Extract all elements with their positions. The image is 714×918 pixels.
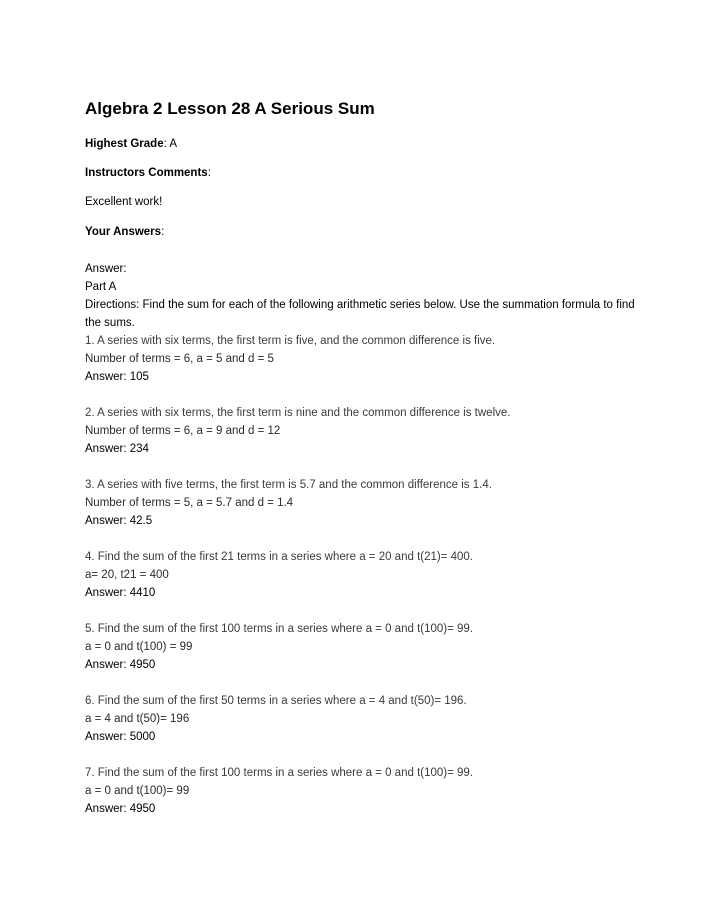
instructors-comments-separator: : bbox=[207, 167, 211, 179]
answers-body bbox=[85, 260, 640, 818]
problem-answer: Answer: 5000 bbox=[85, 731, 156, 743]
highest-grade-separator: : bbox=[163, 138, 170, 150]
problem-answer: Answer: 42.5 bbox=[85, 515, 153, 527]
problem-given: a = 0 and t(100) = 99 bbox=[85, 641, 193, 653]
problem-answer: Answer: 4950 bbox=[85, 803, 156, 815]
highest-grade-label: Highest Grade bbox=[85, 138, 164, 150]
problem-question: 5. Find the sum of the first 100 terms in a series where a = 0 and t(100)= 99. bbox=[85, 623, 474, 635]
problem-question: 6. Find the sum of the first 50 terms in a series where a = 4 and t(50)= 196. bbox=[85, 695, 467, 707]
problem-answer: Answer: 4950 bbox=[85, 659, 156, 671]
problem-given: Number of terms = 6, a = 5 and d = 5 bbox=[85, 353, 274, 365]
instructor-comment-text: Excellent work! bbox=[85, 196, 163, 208]
page-title: Algebra 2 Lesson 28 A Serious Sum bbox=[85, 99, 375, 118]
problem-answer: Answer: 105 bbox=[85, 371, 149, 383]
problem-question: 2. A series with six terms, the first term is nine and the common difference is twelve. bbox=[85, 407, 511, 419]
problem-item bbox=[85, 332, 640, 386]
problem-item bbox=[85, 764, 640, 818]
problem-question: 1. A series with six terms, the first term is five, and the common difference is five. bbox=[85, 335, 496, 347]
problem-given: a = 0 and t(100)= 99 bbox=[85, 785, 190, 797]
problem-question: 7. Find the sum of the first 100 terms in a series where a = 0 and t(100)= 99. bbox=[85, 767, 474, 779]
your-answers-separator: : bbox=[161, 226, 165, 238]
problem-item bbox=[85, 548, 640, 602]
problem-given: a= 20, t21 = 400 bbox=[85, 569, 169, 581]
highest-grade-field bbox=[85, 136, 640, 152]
instructors-comments-field bbox=[85, 165, 640, 181]
document-page bbox=[85, 96, 640, 818]
problem-item bbox=[85, 476, 640, 530]
problem-answer: Answer: 4410 bbox=[85, 587, 156, 599]
part-label: Part A bbox=[85, 281, 117, 293]
highest-grade-value: A bbox=[169, 138, 178, 150]
directions-text: Directions: Find the sum for each of the following arithmetic series below. Use the summation formula to find the sums. bbox=[85, 299, 635, 329]
answer-header: Answer: bbox=[85, 263, 127, 275]
problem-question: 4. Find the sum of the first 21 terms in a series where a = 20 and t(21)= 400. bbox=[85, 551, 474, 563]
problem-given: a = 4 and t(50)= 196 bbox=[85, 713, 190, 725]
problem-item bbox=[85, 620, 640, 674]
instructors-comments-label: Instructors Comments bbox=[85, 167, 208, 179]
your-answers-label: Your Answers bbox=[85, 226, 162, 238]
problem-item bbox=[85, 692, 640, 746]
problem-question: 3. A series with five terms, the first term is 5.7 and the common difference is 1.4. bbox=[85, 479, 492, 491]
problem-item bbox=[85, 404, 640, 458]
problem-answer: Answer: 234 bbox=[85, 443, 149, 455]
problem-given: Number of terms = 5, a = 5.7 and d = 1.4 bbox=[85, 497, 294, 509]
your-answers-field bbox=[85, 224, 640, 240]
problem-given: Number of terms = 6, a = 9 and d = 12 bbox=[85, 425, 281, 437]
